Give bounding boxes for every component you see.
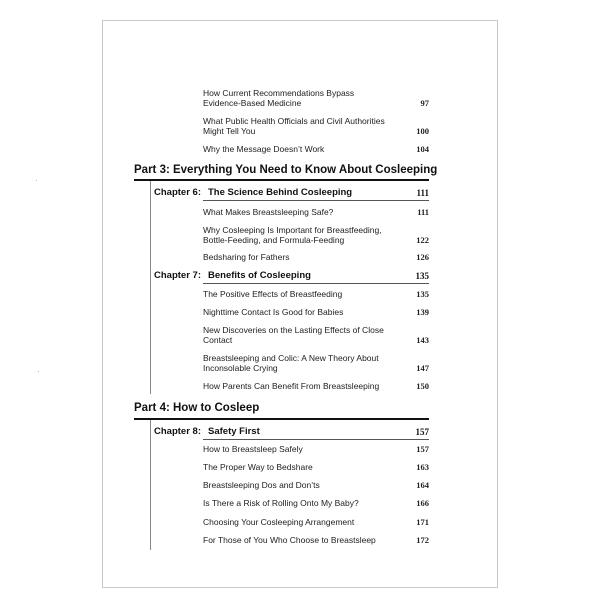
chapter-rule	[203, 200, 429, 201]
toc-entry-title: Is There a Risk of Rolling Onto My Baby?	[203, 498, 359, 508]
toc-entry-title: Why the Message Doesn’t Work	[203, 144, 325, 154]
scan-speck	[36, 180, 37, 181]
toc-entry	[203, 225, 429, 245]
chapter-rule	[203, 439, 429, 440]
chapter-page: 135	[415, 271, 429, 281]
toc-entry-title: For Those of You Who Choose to Breastsleep	[203, 535, 376, 545]
toc-entry	[203, 307, 429, 317]
toc-entry-title: Nighttime Contact Is Good for Babies	[203, 307, 344, 317]
part-rule	[134, 179, 429, 181]
toc-entry-page: 157	[416, 444, 429, 454]
toc-entry-page: 163	[416, 462, 429, 472]
toc-entry	[203, 353, 429, 373]
chapter-label: Chapter 6:	[154, 187, 201, 198]
part-heading: Part 4: How to Cosleep	[134, 402, 260, 414]
toc-entry	[203, 116, 429, 136]
toc-entry-page: 171	[416, 517, 429, 527]
toc-entry-title: Breastsleeping and Colic: A New Theory About Inconsolable Crying	[203, 353, 379, 373]
chapter-rule	[203, 283, 429, 284]
section-divider-line	[150, 420, 151, 550]
toc-entry	[203, 289, 429, 299]
chapter-heading	[154, 187, 429, 198]
toc-entry-title: How to Breastsleep Safely	[203, 444, 303, 454]
toc-entry-page: 164	[416, 480, 429, 490]
scan-speck	[38, 371, 39, 372]
chapter-page: 157	[415, 427, 429, 437]
toc-entry-page: 143	[416, 335, 429, 345]
toc-entry	[203, 444, 429, 454]
chapter-label: Chapter 7:	[154, 270, 201, 281]
chapter-heading	[154, 270, 429, 281]
toc-entry-page: 166	[416, 498, 429, 508]
toc-entry-page: 122	[416, 235, 429, 245]
part-rule	[134, 418, 429, 420]
toc-entry	[203, 517, 429, 527]
toc-entry-page: 172	[416, 535, 429, 545]
toc-entry	[203, 88, 429, 108]
toc-entry-page: 104	[416, 144, 429, 154]
toc-entry	[203, 480, 429, 490]
toc-entry	[203, 462, 429, 472]
toc-entry	[203, 207, 429, 217]
toc-entry-title: How Current Recommendations Bypass Evidence-Based Medicine	[203, 88, 355, 108]
toc-entry-title: New Discoveries on the Lasting Effects of Close Contact	[203, 325, 384, 345]
toc-entry-page: 111	[417, 207, 429, 217]
toc-entry-title: What Public Health Officials and Civil Authorities Might Tell You	[203, 116, 385, 136]
chapter-label: Chapter 8:	[154, 426, 201, 437]
toc-entry-page: 147	[416, 363, 429, 373]
chapter-title: The Science Behind Cosleeping	[208, 187, 353, 198]
chapter-title: Benefits of Cosleeping	[208, 270, 311, 281]
part-heading: Part 3: Everything You Need to Know About Cosleeping	[134, 164, 438, 176]
toc-entry	[203, 381, 429, 391]
toc-entry	[203, 498, 429, 508]
toc-entry	[203, 144, 429, 154]
section-divider-line	[150, 181, 151, 394]
toc-entry-title: Bedsharing for Fathers	[203, 252, 290, 262]
toc-entry	[203, 325, 429, 345]
toc-entry-title: Why Cosleeping Is Important for Breastfeeding, Bottle-Feeding, and Formula-Feeding	[203, 225, 382, 245]
toc-entry	[203, 252, 429, 262]
toc-entry-page: 97	[420, 98, 429, 108]
chapter-page: 111	[416, 188, 429, 198]
chapter-heading	[154, 426, 429, 437]
toc-entry-title: Choosing Your Cosleeping Arrangement	[203, 517, 355, 527]
toc-entry-title: How Parents Can Benefit From Breastsleeping	[203, 381, 380, 391]
chapter-title: Safety First	[208, 426, 260, 437]
toc-entry-page: 135	[416, 289, 429, 299]
toc-entry-title: The Proper Way to Bedshare	[203, 462, 313, 472]
toc-entry-page: 126	[416, 252, 429, 262]
toc-entry	[203, 535, 429, 545]
toc-entry-page: 100	[416, 126, 429, 136]
toc-entry-page: 139	[416, 307, 429, 317]
toc-entry-page: 150	[416, 381, 429, 391]
toc-entry-title: Breastsleeping Dos and Don’ts	[203, 480, 320, 490]
toc-entry-title: What Makes Breastsleeping Safe?	[203, 207, 334, 217]
toc-entry-title: The Positive Effects of Breastfeeding	[203, 289, 343, 299]
